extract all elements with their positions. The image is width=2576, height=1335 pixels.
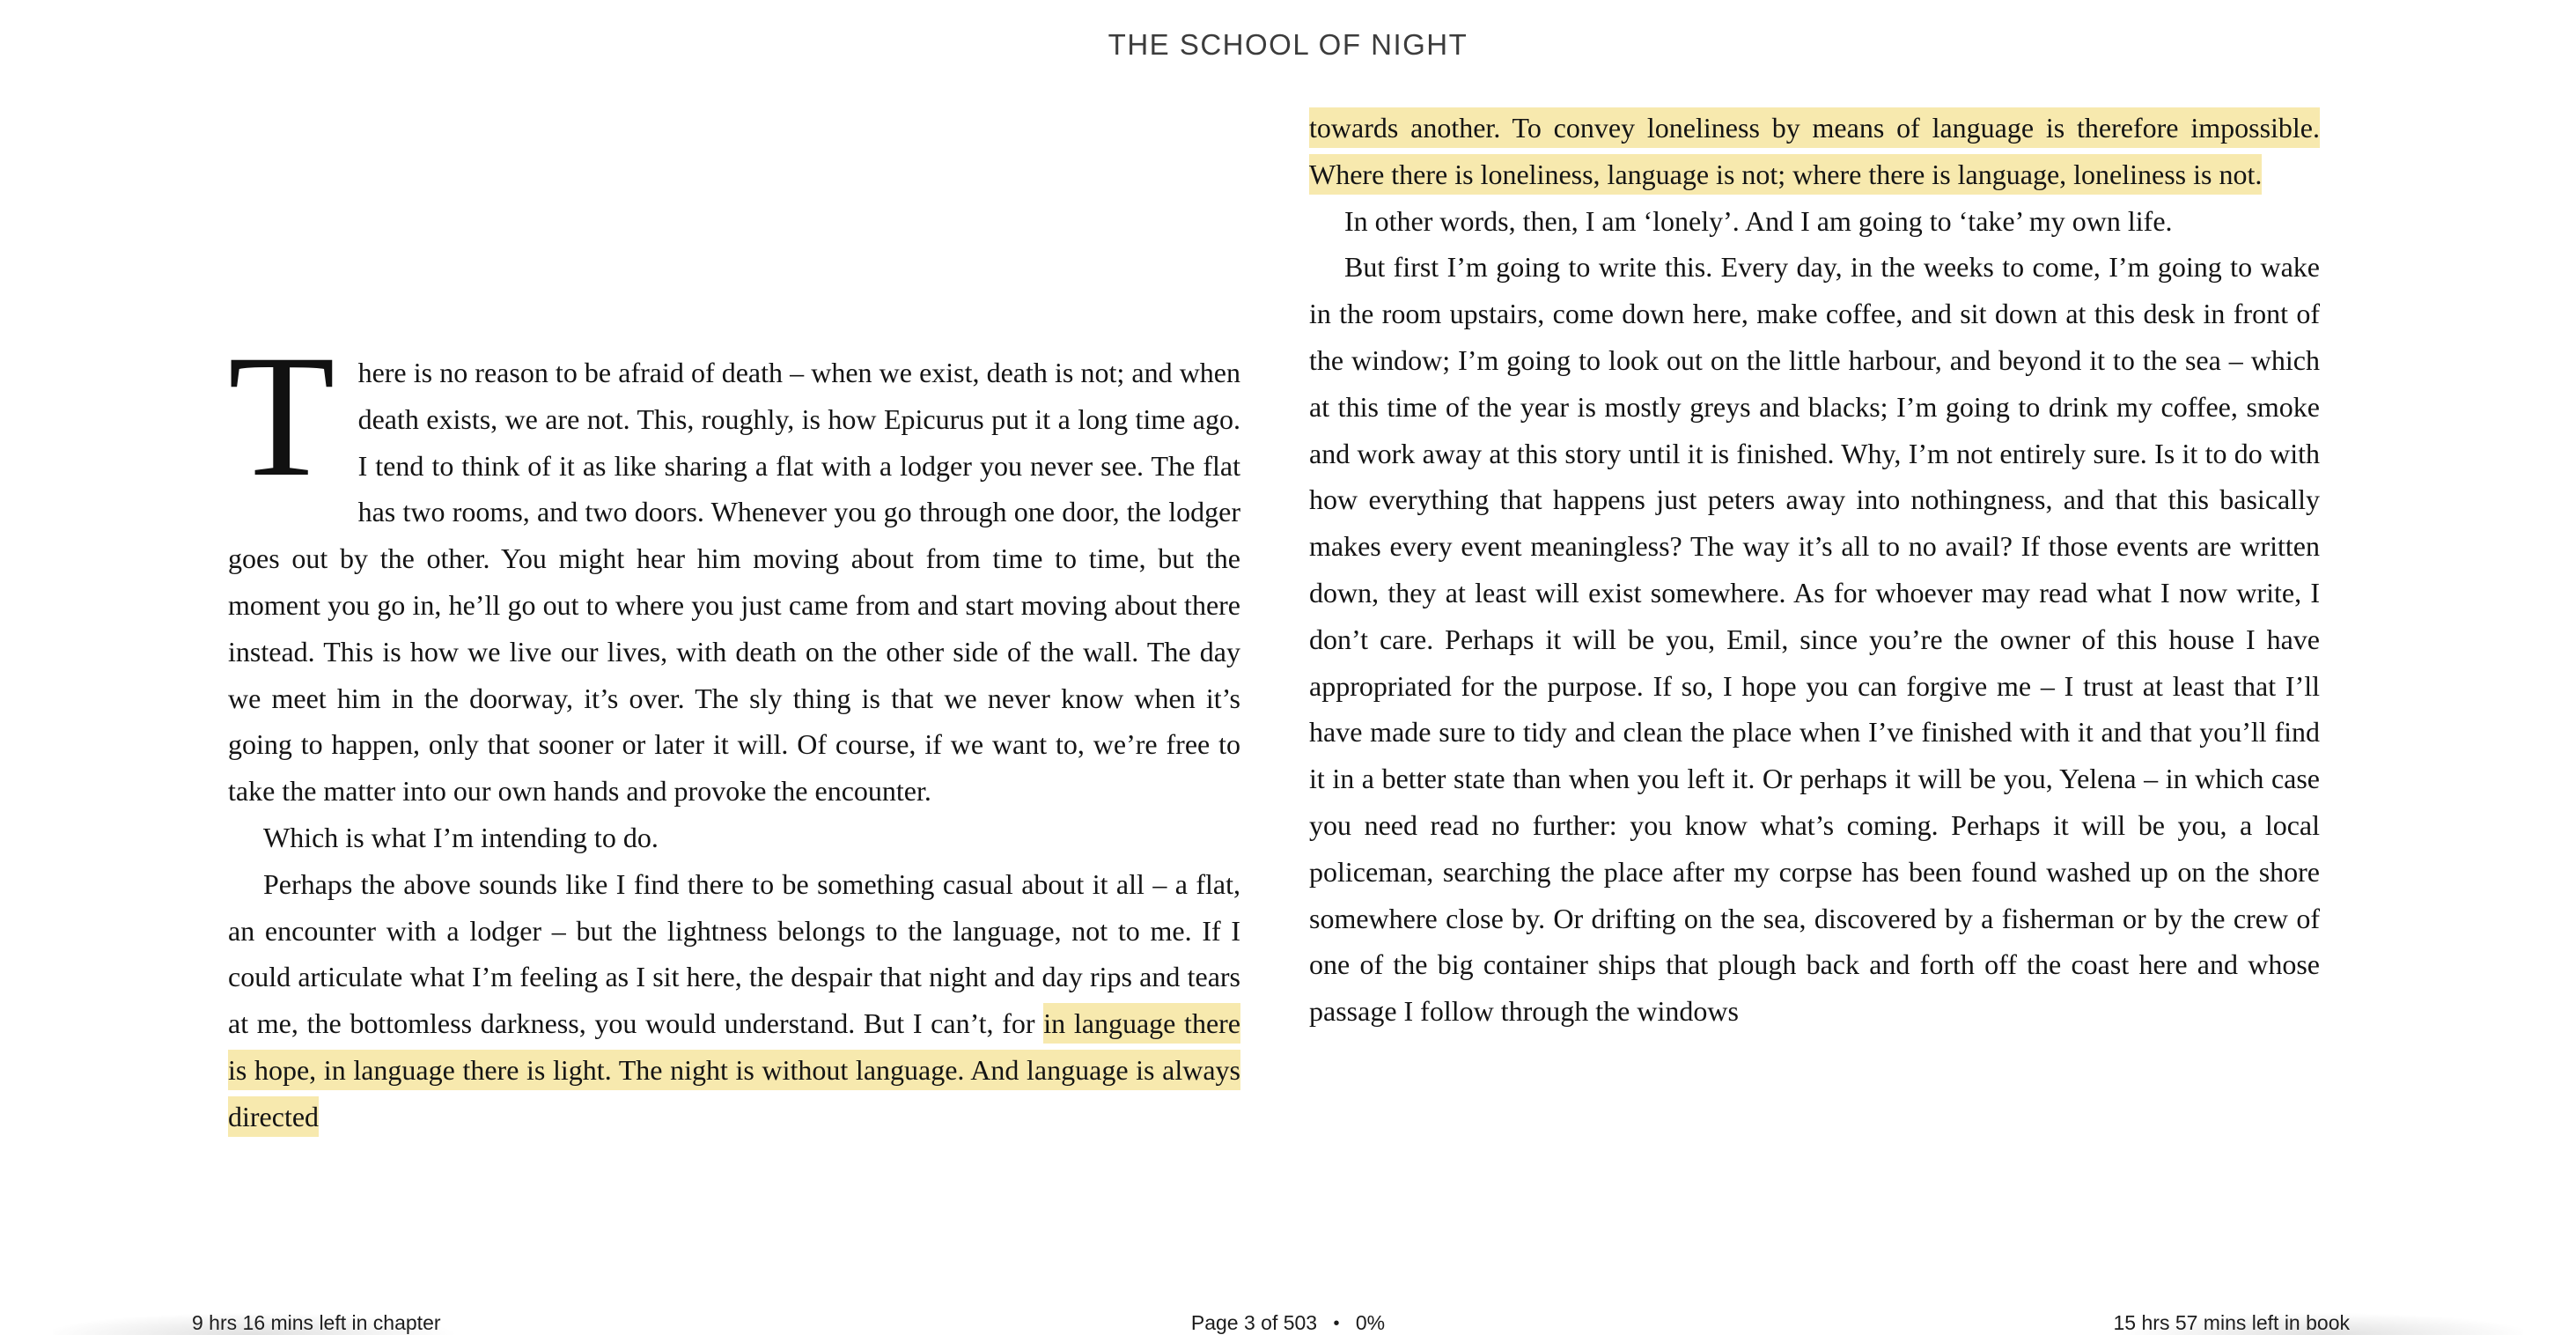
highlighted-text[interactable]: in language there is hope, in language there is light. The night is without language. And language is always directed — [228, 1003, 1240, 1137]
chapter-time-remaining: 9 hrs 16 mins left in chapter — [192, 1311, 441, 1334]
paragraph — [228, 320, 1240, 815]
bullet-separator-icon: • — [1333, 1314, 1340, 1333]
text-column-right — [1309, 105, 2320, 1035]
percent-read-label: 0% — [1355, 1311, 1386, 1334]
paragraph — [228, 861, 1240, 1140]
text-segment: Which is what I’m intending to do. — [263, 821, 659, 853]
paragraph — [228, 815, 1240, 861]
text-column-left — [228, 320, 1241, 1140]
paragraph — [1309, 198, 2320, 245]
text-segment: here is no reason to be afraid of death – when we exist, death is not; and when death exists, we are not. This, roughly, is how Epicurus put it a long time ago. I tend to think of it as like sharing a flat with a lodger you never see. The flat has two rooms, and two doors. Whenever you go through one door, the lodger goes out by the other. You might hear him moving about from time to time, but the moment you go in, he’ll go out to where you just came from and start moving about there instead. This is how we live our lives, with death on the other side of the wall. The day we meet him in the doorway, it’s over. The sly thing is that we never know when it’s going to happen, only that sooner or later it will. Of course, if we want to, we’re free to take the matter into our own hands and provoke the encounter. — [228, 357, 1240, 808]
text-segment: But first I’m going to write this. Every day, in the weeks to come, I’m going to wake in the room upstairs, come down here, make coffee, and sit down at this desk in front of the window; I’m going to look out on the little harbour, and beyond it to the sea – which at this time of the year is mostly greys and blacks; I’m going to drink my coffee, smoke and work away at this story until it is finished. Why, I’m not entirely sure. Is it to do with how everything that happens just peters away into nothingness, and that this basically makes every event meaningless? The way it’s all to no avail? If those events are written down, they at least will exist somewhere. As for whoever may read what I now write, I don’t care. Perhaps it will be you, Emil, since you’re the owner of this house I have appropriated for the purpose. If so, I hope you can forgive me – I trust at least that I’ll have made sure to tidy and clean the place when I’ve finished with it and that you’ll find it in a better state than when you left it. Or perhaps it will be you, Yelena – in which case you need read no further: you know what’s coming. Perhaps it will be you, a local policeman, searching the place after my corpse has been found washed up on the shore somewhere close by. Or drifting on the sea, discovered by a fisherman or by the crew of one of the big container ships that plough back and forth off the coast here and whose passage I follow through the windows — [1309, 251, 2320, 1028]
text-segment: In other words, then, I am ‘lonely’. And I am going to ‘take’ my own life. — [1344, 204, 2173, 237]
page-number-label: Page 3 of 503 — [1190, 1311, 1318, 1334]
book-title: THE SCHOOL OF NIGHT — [1108, 28, 1468, 61]
paragraph — [1309, 105, 2320, 198]
book-time-remaining: 15 hrs 57 mins left in book — [2113, 1311, 2350, 1334]
drop-cap: T — [228, 320, 335, 513]
text-segment: Perhaps the above sounds like I find there to be something casual about it all – a flat, an encounter with a lodger – but the lightness belongs to the language, not to me. If I could articulate what I’m feeling as I sit here, the despair that night and day rips and tears at me, the bottomless darkness, you would understand. But I can’t, for — [228, 867, 1240, 1040]
progress-footer — [0, 1311, 2576, 1335]
paragraph — [1309, 244, 2320, 1035]
highlighted-text[interactable]: towards another. To convey loneliness by means of language is therefore impossible. Where there is loneliness, language is not; where there is language, loneliness is not. — [1309, 107, 2320, 195]
